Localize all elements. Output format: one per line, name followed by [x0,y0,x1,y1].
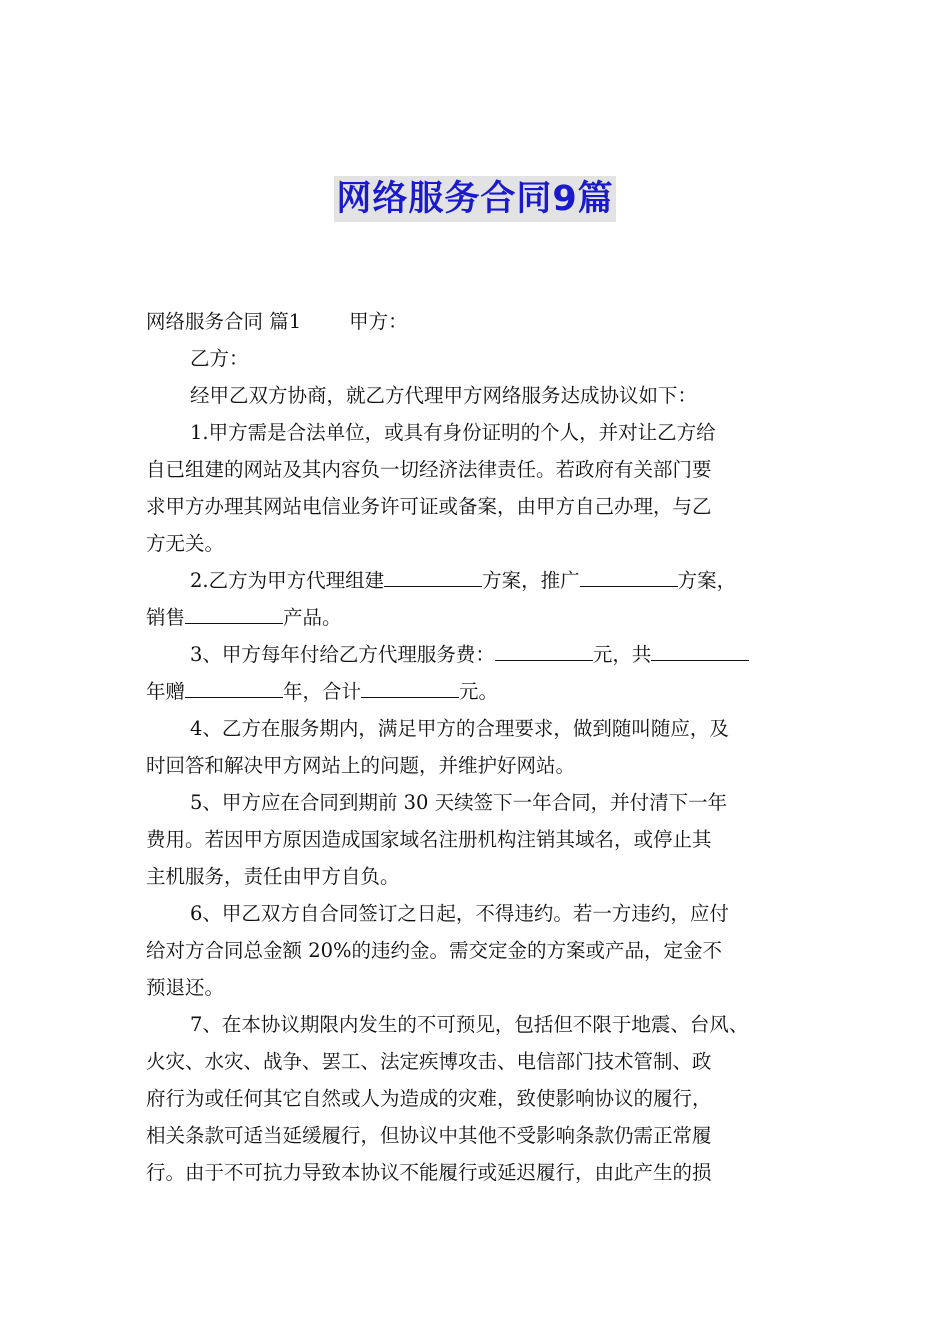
clause3-line [146,673,814,710]
document-title: 网络服务合同9篇 [334,176,615,222]
fill-in-blank[interactable] [361,675,459,698]
clause4-line: 4、乙方在服务期内，满足甲方的合理要求，做到随叫随应，及 [190,717,729,740]
clause6-line: 6、甲乙双方自合同签订之日起，不得违约。若一方违约，应付 [190,902,729,925]
clause6-line: 给对方合同总金额 20%的违约金。需交定金的方案或产品，定金不 [146,939,723,962]
clause7-line: 7、在本协议期限内发生的不可预见，包括但不限于地震、台风、 [190,1013,749,1036]
document-body [146,303,814,1191]
fill-in-blank[interactable] [185,675,283,698]
clause6-line: 预退还。 [146,976,225,999]
clause1-line: 自已组建的网站及其内容负一切经济法律责任。若政府有关部门要 [146,458,712,481]
fill-in-blank[interactable] [651,638,749,661]
clause7-line: 火灾、水灾、战争、罢工、法定疾博攻击、电信部门技术管制、政 [146,1050,712,1073]
intro-line [146,377,814,414]
clause2-text: 方案， [677,569,737,592]
clause3-text: 元，共 [592,643,652,666]
party-a-label: 甲方： [349,310,408,333]
clause2-text: 销售 [146,606,186,629]
clause4-line: 时回答和解决甲方网站上的问题，并维护好网站。 [146,754,576,777]
clause3-text: 元。 [459,680,499,703]
clause2-line [146,599,814,636]
clause7-line: 行。由于不可抗力导致本协议不能履行或延迟履行，由此产生的损 [146,1161,712,1184]
clause7-line: 府行为或任何其它自然或人为造成的灾难，致使影响协议的履行， [146,1087,712,1110]
clause1-line: 1.甲方需是合法单位，或具有身份证明的个人，并对让乙方给 [190,421,716,444]
header-line [146,303,814,340]
clause5-line: 主机服务，责任由甲方自负。 [146,865,400,888]
clause3-line [146,636,814,673]
fill-in-blank[interactable] [495,638,593,661]
party-b-line [146,340,814,377]
party-b-label: 乙方： [190,347,249,370]
clause7-line: 相关条款可适当延缓履行，但协议中其他不受影响条款仍需正常履 [146,1124,712,1147]
clause1-line: 方无关。 [146,532,225,555]
fill-in-blank[interactable] [185,601,283,624]
fill-in-blank[interactable] [580,564,678,587]
clause3-text: 年，合计 [283,680,362,703]
clause1-line: 求甲方办理其网站电信业务许可证或备案，由甲方自己办理，与乙 [146,495,712,518]
clause2-text: 2.乙方为甲方代理组建 [190,569,385,592]
clause3-text: 年赠 [146,680,186,703]
fill-in-blank[interactable] [384,564,482,587]
clause5-line: 费用。若因甲方原因造成国家域名注册机构注销其域名，或停止其 [146,828,712,851]
title-container [0,176,950,222]
article-heading: 网络服务合同 篇1 [146,310,302,333]
clause5-line: 5、甲方应在合同到期前 30 天续签下一年合同，并付清下一年 [190,791,728,814]
intro-text: 经甲乙双方协商，就乙方代理甲方网络服务达成协议如下： [190,384,698,407]
clause3-text: 3、甲方每年付给乙方代理服务费： [190,643,495,666]
clause2-line [146,562,814,599]
clause2-text: 方案，推广 [482,569,580,592]
clause2-text: 产品。 [283,606,342,629]
